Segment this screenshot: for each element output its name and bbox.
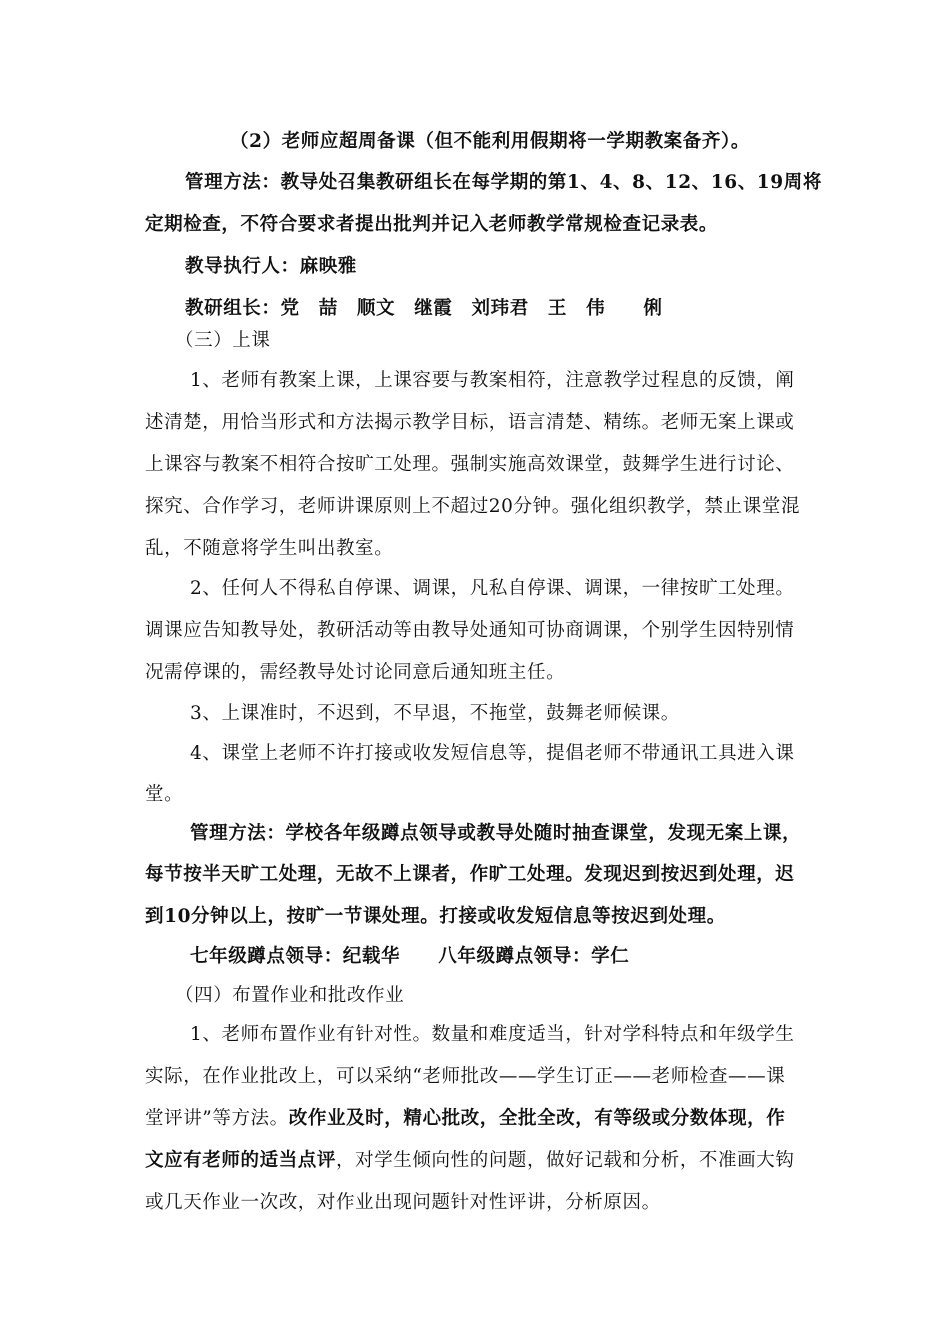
paragraph-line: 况需停课的，需经教导处讨论同意后通知班主任。 xyxy=(145,662,566,683)
section-heading-homework: （四）布置作业和批改作业 xyxy=(175,985,405,1006)
heading-preparation: （2）老师应超周备课（但不能利用假期将一学期教案备齐）。 xyxy=(230,131,750,152)
paragraph-line: 每节按半天旷工处理，无故不上课者，作旷工处理。发现迟到按迟到处理，迟 xyxy=(145,864,795,885)
text-run: 堂评讲”等方法。 xyxy=(145,1108,289,1129)
paragraph-line xyxy=(145,1106,805,1132)
paragraph-line xyxy=(145,1148,805,1174)
paragraph-line: 乱，不随意将学生叫出教室。 xyxy=(145,538,394,559)
paragraph-line: 堂。 xyxy=(145,784,184,805)
paragraph-line: 1、老师有教案上课，上课容要与教案相符，注意教学过程息的反馈，阐 xyxy=(190,370,795,391)
emphasis-run: 文应有老师的适当点评 xyxy=(145,1150,337,1171)
paragraph-line: 3、上课准时，不迟到，不早退，不拖堂，鼓舞老师候课。 xyxy=(190,703,680,724)
group-leaders-line: 教研组长：党 喆 顺文 继霞 刘玮君 王 伟 俐 xyxy=(185,298,663,319)
grade-leaders-line: 七年级蹲点领导：纪载华 八年级蹲点领导：学仁 xyxy=(190,946,630,967)
text-run: ，对学生倾向性的问题，做好记载和分析，不准画大钩 xyxy=(336,1150,795,1171)
emphasis-run: 改作业及时，精心批改，全批全改，有等级或分数体现，作 xyxy=(288,1108,786,1129)
paragraph-line: 调课应告知教导处，教研活动等由教导处通知可协商调课，个别学生因特别情 xyxy=(145,620,795,641)
paragraph-line: 1、老师布置作业有针对性。数量和难度适当，针对学科特点和年级学生 xyxy=(190,1024,795,1045)
paragraph-line: 实际，在作业批改上，可以采纳“老师批改——学生订正——老师检查——课 xyxy=(145,1066,786,1087)
management-method-paragraph: 管理方法：教导处召集教研组长在每学期的第1、4、8、12、16、19周将 xyxy=(185,172,822,193)
paragraph-line: 4、课堂上老师不许打接或收发短信息等，提倡老师不带通讯工具进入课 xyxy=(190,743,795,764)
management-method-paragraph: 管理方法：学校各年级蹲点领导或教导处随时抽查课堂，发现无案上课， xyxy=(190,823,802,844)
paragraph-line: 探究、合作学习，老师讲课原则上不超过20分钟。强化组织教学，禁止课堂混 xyxy=(145,496,801,517)
paragraph-line: 定期检查，不符合要求者提出批判并记入老师教学常规检查记录表。 xyxy=(145,214,719,235)
paragraph-line: 到10分钟以上，按旷一节课处理。打接或收发短信息等按迟到处理。 xyxy=(145,906,726,927)
paragraph-line: 2、任何人不得私自停课、调课，凡私自停课、调课，一律按旷工处理。 xyxy=(190,578,795,599)
paragraph-line: 上课容与教案不相符合按旷工处理。强制实施高效课堂，鼓舞学生进行讨论、 xyxy=(145,454,795,475)
section-heading-class: （三）上课 xyxy=(175,330,271,351)
supervisor-line: 教导执行人：麻映雅 xyxy=(185,256,357,277)
paragraph-line: 述清楚，用恰当形式和方法揭示教学目标，语言清楚、精练。老师无案上课或 xyxy=(145,412,795,433)
paragraph-line: 或几天作业一次改，对作业出现问题针对性评讲，分析原因。 xyxy=(145,1192,661,1213)
